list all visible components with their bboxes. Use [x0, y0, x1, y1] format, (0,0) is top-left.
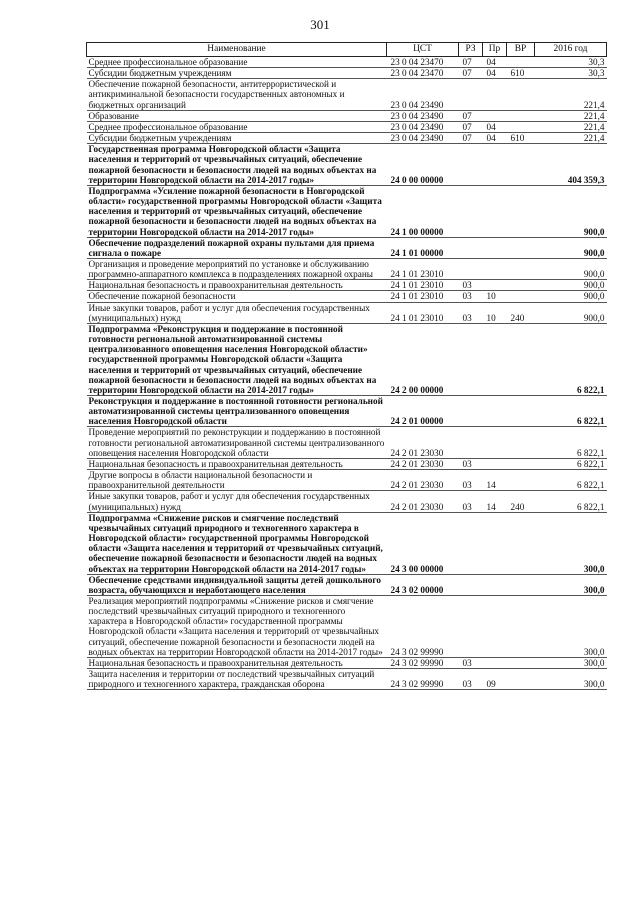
- row-name: Подпрограмма «Реконструкция и поддержание в постоянной готовности региональной автоматизированной системы централизованного оповещения населения Новгородской области» государственной программы Новгородской области «Защита населения и территорий от чрезвычайных ситуаций, обеспечение пожарной безопасности и безопасности людей на водных объектах на территории Новгородской области на 2014-2017 годы»: [87, 323, 387, 395]
- row-rz: [459, 427, 483, 458]
- row-name: Иные закупки товаров, работ и услуг для обеспечения государственных (муниципальных) нужд: [87, 491, 387, 512]
- row-rz: 07: [459, 133, 483, 144]
- row-amount: 30,3: [535, 57, 607, 68]
- row-rz: 07: [459, 57, 483, 68]
- table-row: [87, 79, 607, 110]
- row-vr: [507, 323, 535, 395]
- row-amount: 221,4: [535, 121, 607, 132]
- table-row: [87, 57, 607, 68]
- row-amount: 300,0: [535, 574, 607, 595]
- row-name: Национальная безопасность и правоохранительная деятельность: [87, 458, 387, 469]
- row-rz: [459, 258, 483, 279]
- header-vr: ВР: [507, 43, 535, 57]
- table-row: [87, 470, 607, 491]
- table-row: [87, 427, 607, 458]
- table-row: [87, 512, 607, 574]
- row-vr: [507, 280, 535, 291]
- row-pr: [483, 574, 507, 595]
- row-rz: [459, 237, 483, 258]
- row-rz: [459, 144, 483, 186]
- row-vr: 240: [507, 302, 535, 323]
- row-vr: [507, 79, 535, 110]
- table-row: [87, 302, 607, 323]
- row-name: Реализация мероприятий подпрограммы «Снижение рисков и смягчение последствий чрезвычайных ситуаций природного и техногенного характера в Новгородской области» государственной программы Новгородской области «Защита населения и территорий от чрезвычайных ситуаций, обеспечение пожарной безопасности и безопасности людей на водных объектах на территории Новгородской области на 2014-2017 годы»: [87, 595, 387, 657]
- row-vr: [507, 144, 535, 186]
- row-amount: 6 822,1: [535, 427, 607, 458]
- row-name: Организация и проведение мероприятий по установке и обслуживанию программно-аппаратного комплекса в подразделениях пожарной охраны: [87, 258, 387, 279]
- table-row: [87, 68, 607, 79]
- row-cst: 24 2 01 23030: [387, 458, 459, 469]
- row-name: Субсидии бюджетным учреждениям: [87, 133, 387, 144]
- row-cst: 24 1 01 23010: [387, 291, 459, 302]
- row-rz: 03: [459, 280, 483, 291]
- row-cst: 24 2 01 23030: [387, 427, 459, 458]
- row-cst: 24 0 00 00000: [387, 144, 459, 186]
- row-pr: [483, 512, 507, 574]
- row-cst: 24 3 02 00000: [387, 574, 459, 595]
- table-row: [87, 237, 607, 258]
- row-amount: 221,4: [535, 79, 607, 110]
- table-row: [87, 280, 607, 291]
- row-vr: [507, 291, 535, 302]
- row-pr: 14: [483, 470, 507, 491]
- row-rz: [459, 396, 483, 427]
- row-pr: [483, 258, 507, 279]
- table-row: [87, 657, 607, 668]
- row-rz: 07: [459, 121, 483, 132]
- row-amount: 900,0: [535, 280, 607, 291]
- row-vr: [507, 470, 535, 491]
- row-name: Национальная безопасность и правоохранительная деятельность: [87, 657, 387, 668]
- row-vr: [507, 458, 535, 469]
- header-rz: РЗ: [459, 43, 483, 57]
- row-cst: 24 1 01 23010: [387, 258, 459, 279]
- row-cst: 23 0 04 23470: [387, 68, 459, 79]
- row-pr: [483, 396, 507, 427]
- row-vr: [507, 512, 535, 574]
- page-number: 301: [310, 17, 330, 32]
- row-pr: 04: [483, 133, 507, 144]
- row-pr: 04: [483, 121, 507, 132]
- row-name: Обеспечение средствами индивидуальной защиты детей дошкольного возраста, обучающихся и неработающего населения: [87, 574, 387, 595]
- row-vr: [507, 121, 535, 132]
- row-cst: 24 1 00 00000: [387, 185, 459, 237]
- row-pr: 04: [483, 57, 507, 68]
- row-name: Среднее профессиональное образование: [87, 121, 387, 132]
- row-amount: 300,0: [535, 657, 607, 668]
- row-cst: 24 1 01 23010: [387, 302, 459, 323]
- row-name: Обеспечение пожарной безопасности, антитеррористической и антикриминальной безопасности государственных автономных и бюджетных организаций: [87, 79, 387, 110]
- row-vr: [507, 669, 535, 690]
- table-row: [87, 491, 607, 512]
- row-vr: [507, 237, 535, 258]
- row-amount: 900,0: [535, 291, 607, 302]
- row-rz: 03: [459, 302, 483, 323]
- budget-table: [86, 42, 607, 690]
- row-cst: 23 0 04 23490: [387, 121, 459, 132]
- row-rz: 03: [459, 291, 483, 302]
- table-body: [87, 57, 607, 690]
- row-amount: 30,3: [535, 68, 607, 79]
- table-header-row: [87, 43, 607, 57]
- row-amount: 900,0: [535, 237, 607, 258]
- row-cst: 24 2 01 00000: [387, 396, 459, 427]
- row-name: Проведение мероприятий по реконструкции и поддержанию в постоянной готовности региональной автоматизированной системы централизованного оповещения населения Новгородской области: [87, 427, 387, 458]
- row-amount: 6 822,1: [535, 491, 607, 512]
- row-name: Государственная программа Новгородской области «Защита населения и территорий от чрезвычайных ситуаций, обеспечение пожарной безопасности и безопасности людей на водных объектах на территории Новгородской области на 2014-2017 годы»: [87, 144, 387, 186]
- row-rz: 03: [459, 669, 483, 690]
- table-row: [87, 669, 607, 690]
- row-vr: [507, 657, 535, 668]
- row-name: Национальная безопасность и правоохранительная деятельность: [87, 280, 387, 291]
- table-row: [87, 396, 607, 427]
- row-rz: 07: [459, 110, 483, 121]
- table-row: [87, 323, 607, 395]
- row-pr: 10: [483, 302, 507, 323]
- row-vr: [507, 595, 535, 657]
- row-vr: [507, 57, 535, 68]
- table-row: [87, 121, 607, 132]
- row-pr: [483, 144, 507, 186]
- row-pr: 09: [483, 669, 507, 690]
- row-amount: 300,0: [535, 512, 607, 574]
- table-row: [87, 458, 607, 469]
- row-amount: 6 822,1: [535, 323, 607, 395]
- header-pr: Пр: [483, 43, 507, 57]
- row-name: Защита населения и территории от последствий чрезвычайных ситуаций природного и техногенного характера, гражданская оборона: [87, 669, 387, 690]
- row-vr: 610: [507, 133, 535, 144]
- row-cst: 24 3 02 99990: [387, 657, 459, 668]
- row-rz: [459, 323, 483, 395]
- row-pr: [483, 427, 507, 458]
- row-cst: 23 0 04 23490: [387, 133, 459, 144]
- row-vr: [507, 110, 535, 121]
- row-vr: [507, 185, 535, 237]
- row-cst: 24 3 02 99990: [387, 669, 459, 690]
- row-rz: [459, 185, 483, 237]
- row-vr: 610: [507, 68, 535, 79]
- row-pr: 10: [483, 291, 507, 302]
- table-row: [87, 595, 607, 657]
- row-rz: [459, 512, 483, 574]
- row-vr: [507, 258, 535, 279]
- row-pr: [483, 185, 507, 237]
- row-cst: 24 2 01 23030: [387, 470, 459, 491]
- row-pr: [483, 110, 507, 121]
- row-name: Подпрограмма «Усиление пожарной безопасности в Новгородской области» государственной программы Новгородской области «Защита населения и территорий от чрезвычайных ситуаций, обеспечение пожарной безопасности и безопасности людей на водных объектах на территории Новгородской области на 2014-2017 годы»: [87, 185, 387, 237]
- row-amount: 6 822,1: [535, 396, 607, 427]
- row-amount: 300,0: [535, 595, 607, 657]
- row-name: Обеспечение пожарной безопасности: [87, 291, 387, 302]
- row-pr: 14: [483, 491, 507, 512]
- table-row: [87, 574, 607, 595]
- header-cst: ЦСТ: [387, 43, 459, 57]
- row-rz: 03: [459, 470, 483, 491]
- row-vr: 240: [507, 491, 535, 512]
- row-amount: 6 822,1: [535, 458, 607, 469]
- header-name: Наименование: [87, 43, 387, 57]
- row-name: Среднее профессиональное образование: [87, 57, 387, 68]
- row-cst: 23 0 04 23490: [387, 110, 459, 121]
- row-rz: [459, 79, 483, 110]
- row-name: Иные закупки товаров, работ и услуг для обеспечения государственных (муниципальных) нужд: [87, 302, 387, 323]
- row-rz: 03: [459, 491, 483, 512]
- row-pr: [483, 79, 507, 110]
- row-cst: 24 1 01 00000: [387, 237, 459, 258]
- row-rz: [459, 574, 483, 595]
- row-amount: 900,0: [535, 258, 607, 279]
- row-name: Образование: [87, 110, 387, 121]
- row-name: Другие вопросы в области национальной безопасности и правоохранительной деятельности: [87, 470, 387, 491]
- row-amount: 221,4: [535, 133, 607, 144]
- row-rz: 03: [459, 657, 483, 668]
- table-row: [87, 291, 607, 302]
- row-pr: [483, 237, 507, 258]
- row-vr: [507, 427, 535, 458]
- row-pr: [483, 595, 507, 657]
- row-cst: 23 0 04 23490: [387, 79, 459, 110]
- table-row: [87, 110, 607, 121]
- row-vr: [507, 396, 535, 427]
- table-row: [87, 258, 607, 279]
- row-rz: [459, 595, 483, 657]
- row-vr: [507, 574, 535, 595]
- row-name: Субсидии бюджетным учреждениям: [87, 68, 387, 79]
- row-name: Реконструкция и поддержание в постоянной готовности региональной автоматизированной системы централизованного оповещения населения Новгородской области: [87, 396, 387, 427]
- row-amount: 900,0: [535, 302, 607, 323]
- row-name: Обеспечение подразделений пожарной охраны пультами для приема сигнала о пожаре: [87, 237, 387, 258]
- row-amount: 300,0: [535, 669, 607, 690]
- row-pr: [483, 323, 507, 395]
- row-rz: 07: [459, 68, 483, 79]
- table-row: [87, 144, 607, 186]
- row-pr: [483, 657, 507, 668]
- row-cst: 23 0 04 23470: [387, 57, 459, 68]
- row-name: Подпрограмма «Снижение рисков и смягчение последствий чрезвычайных ситуаций природного и техногенного характера в Новгородской области» государственной программы Новгородской области «Защита населения и территорий от чрезвычайных ситуаций, обеспечение пожарной безопасности и безопасности людей на водных объектах на территории Новгородской области на 2014-2017 годы»: [87, 512, 387, 574]
- row-pr: 04: [483, 68, 507, 79]
- row-cst: 24 3 02 99990: [387, 595, 459, 657]
- row-pr: [483, 458, 507, 469]
- row-rz: 03: [459, 458, 483, 469]
- row-pr: [483, 280, 507, 291]
- table-row: [87, 133, 607, 144]
- row-cst: 24 2 01 23030: [387, 491, 459, 512]
- row-cst: 24 3 00 00000: [387, 512, 459, 574]
- row-cst: 24 2 00 00000: [387, 323, 459, 395]
- row-amount: 221,4: [535, 110, 607, 121]
- row-cst: 24 1 01 23010: [387, 280, 459, 291]
- row-amount: 900,0: [535, 185, 607, 237]
- header-amount: 2016 год: [535, 43, 607, 57]
- table-row: [87, 185, 607, 237]
- row-amount: 404 359,3: [535, 144, 607, 186]
- row-amount: 6 822,1: [535, 470, 607, 491]
